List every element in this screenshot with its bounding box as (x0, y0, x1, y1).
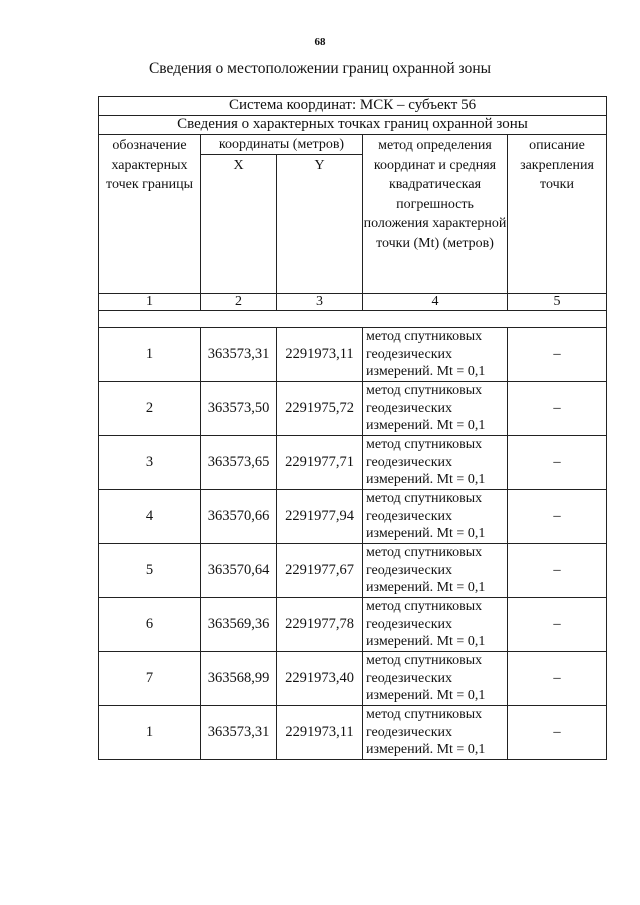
point-number: 6 (99, 598, 201, 652)
coordinate-y: 2291973,11 (277, 328, 363, 382)
coordinate-y: 2291977,78 (277, 598, 363, 652)
column-number-2: 2 (201, 294, 277, 311)
point-number: 2 (99, 382, 201, 436)
blank-row (99, 311, 607, 328)
table-row (99, 328, 607, 382)
point-number: 5 (99, 544, 201, 598)
fixing-description: – (508, 544, 607, 598)
coordinate-y: 2291973,40 (277, 652, 363, 706)
header-y: Y (277, 155, 363, 294)
coordinate-y: 2291975,72 (277, 382, 363, 436)
column-number-4: 4 (363, 294, 508, 311)
method-text: метод спутниковых геодезических измерений. Mt = 0,1 (363, 544, 508, 598)
coordinate-x: 363568,99 (201, 652, 277, 706)
point-number: 4 (99, 490, 201, 544)
method-text: метод спутниковых геодезических измерений. Mt = 0,1 (363, 598, 508, 652)
coordinate-y: 2291977,67 (277, 544, 363, 598)
fixing-description: – (508, 598, 607, 652)
fixing-description: – (508, 706, 607, 760)
method-text: метод спутниковых геодезических измерений. Mt = 0,1 (363, 706, 508, 760)
coordinate-x: 363569,36 (201, 598, 277, 652)
coordinate-x: 363573,50 (201, 382, 277, 436)
table-row (99, 652, 607, 706)
coordinate-x: 363570,66 (201, 490, 277, 544)
points-caption: Сведения о характерных точках границ охранной зоны (99, 116, 607, 135)
boundary-points-table (98, 96, 607, 760)
coordinate-y: 2291973,11 (277, 706, 363, 760)
fixing-description: – (508, 490, 607, 544)
header-x: X (201, 155, 277, 294)
header-designation: обозначение характерных точек границы (99, 135, 201, 294)
coordinate-x: 363573,31 (201, 328, 277, 382)
coordinate-y: 2291977,71 (277, 436, 363, 490)
point-number: 3 (99, 436, 201, 490)
point-number: 7 (99, 652, 201, 706)
column-number-1: 1 (99, 294, 201, 311)
fixing-description: – (508, 328, 607, 382)
header-method: метод определения координат и средняя квадратическая погрешность положения характерной точки (Mt) (метров) (363, 135, 508, 294)
fixing-description: – (508, 436, 607, 490)
table-row (99, 598, 607, 652)
coordinate-y: 2291977,94 (277, 490, 363, 544)
blank-cell (99, 311, 607, 328)
method-text: метод спутниковых геодезических измерений. Mt = 0,1 (363, 652, 508, 706)
coordinate-system-caption: Система координат: МСК – субъект 56 (99, 97, 607, 116)
method-text: метод спутниковых геодезических измерений. Mt = 0,1 (363, 328, 508, 382)
table-row (99, 490, 607, 544)
method-text: метод спутниковых геодезических измерений. Mt = 0,1 (363, 490, 508, 544)
fixing-description: – (508, 652, 607, 706)
column-number-5: 5 (508, 294, 607, 311)
point-number: 1 (99, 328, 201, 382)
method-text: метод спутниковых геодезических измерений. Mt = 0,1 (363, 382, 508, 436)
header-description: описание закрепления точки (508, 135, 607, 294)
table-row (99, 706, 607, 760)
coordinate-x: 363573,31 (201, 706, 277, 760)
page-number: 68 (314, 36, 326, 48)
table-row (99, 382, 607, 436)
table-row (99, 436, 607, 490)
fixing-description: – (508, 382, 607, 436)
column-number-3: 3 (277, 294, 363, 311)
point-number: 1 (99, 706, 201, 760)
document-title: Сведения о местоположении границ охранной зоны (148, 60, 492, 77)
method-text: метод спутниковых геодезических измерений. Mt = 0,1 (363, 436, 508, 490)
coordinate-x: 363570,64 (201, 544, 277, 598)
header-coordinates: координаты (метров) (201, 135, 363, 155)
coordinate-x: 363573,65 (201, 436, 277, 490)
table-row (99, 544, 607, 598)
